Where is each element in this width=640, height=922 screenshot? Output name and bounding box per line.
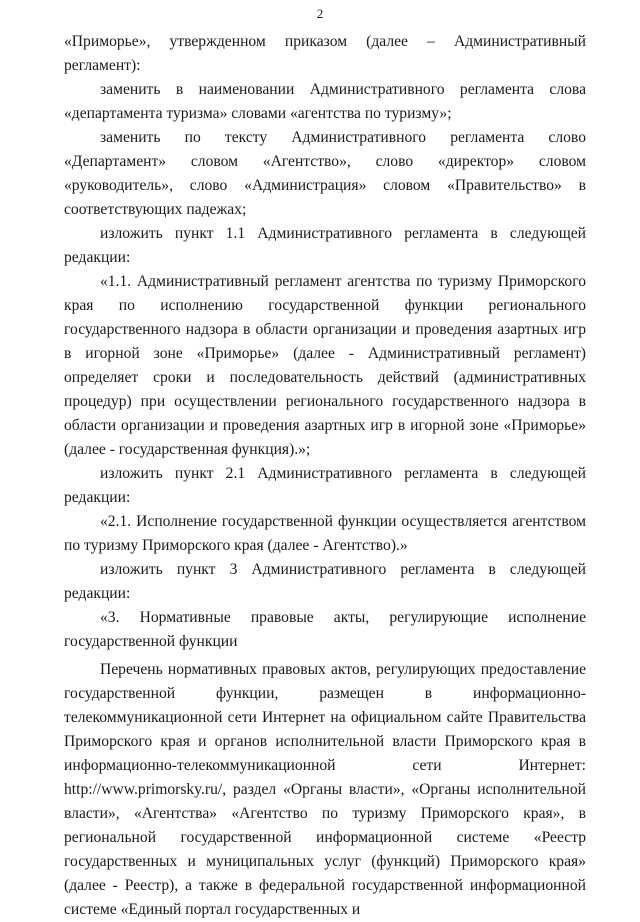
paragraph-8: изложить пункт 3 Административного регламента в следующей редакции:	[64, 561, 586, 602]
paragraph-2: заменить в наименовании Административного регламента слова «департамента туризма» словами «агентства по туризму»;	[64, 81, 586, 122]
paragraph-6: изложить пункт 2.1 Административного регламента в следующей редакции:	[64, 465, 586, 506]
paragraph-4: изложить пункт 1.1 Административного регламента в следующей редакции:	[64, 225, 586, 266]
document-body	[64, 30, 586, 922]
paragraph-9: «3. Нормативные правовые акты, регулирующие исполнение государственной функции	[64, 609, 586, 650]
page-number: 2	[316, 6, 324, 21]
paragraph-5: «1.1. Административный регламент агентства по туризму Приморского края по исполнению государственной функции регионального государственного надзора в области организации и проведения азартных игр в игорной зоне «Приморье» (далее - Административный регламент) определяет сроки и последовательность действий (административных процедур) при осуществлении регионального государственного надзора в области организации и проведения азартных игр в игорной зоне «Приморье» (далее - государственная функция).»;	[64, 273, 586, 458]
paragraph-3: заменить по тексту Административного регламента слово «Департамент» словом «Агентство», слово «директор» словом «руководитель», слово «Администрация» словом «Правительство» в соответствующих падежах;	[64, 129, 586, 218]
paragraph-1: «Приморье», утвержденном приказом (далее – Административный регламент):	[64, 33, 586, 74]
paragraph-7: «2.1. Исполнение государственной функции осуществляется агентством по туризму Приморского края (далее - Агентство).»	[64, 513, 586, 554]
paragraph-10: Перечень нормативных правовых актов, регулирующих предоставление государственной функции, размещен в информационно-телекоммуникационной сети Интернет на официальном сайте Правительства Приморского края и органов исполнительной власти Приморского края в информационно-телекоммуникационной сети Интернет: http://www.primorsky.ru/, раздел «Органы власти», «Органы исполнительной власти», «Агентства» «Агентство по туризму Приморского края», в региональной государственной информационной системе «Реестр государственных и муниципальных услуг (функций) Приморского края» (далее - Реестр), а также в федеральной государственной информационной системе «Единый портал государственных и	[64, 661, 586, 918]
